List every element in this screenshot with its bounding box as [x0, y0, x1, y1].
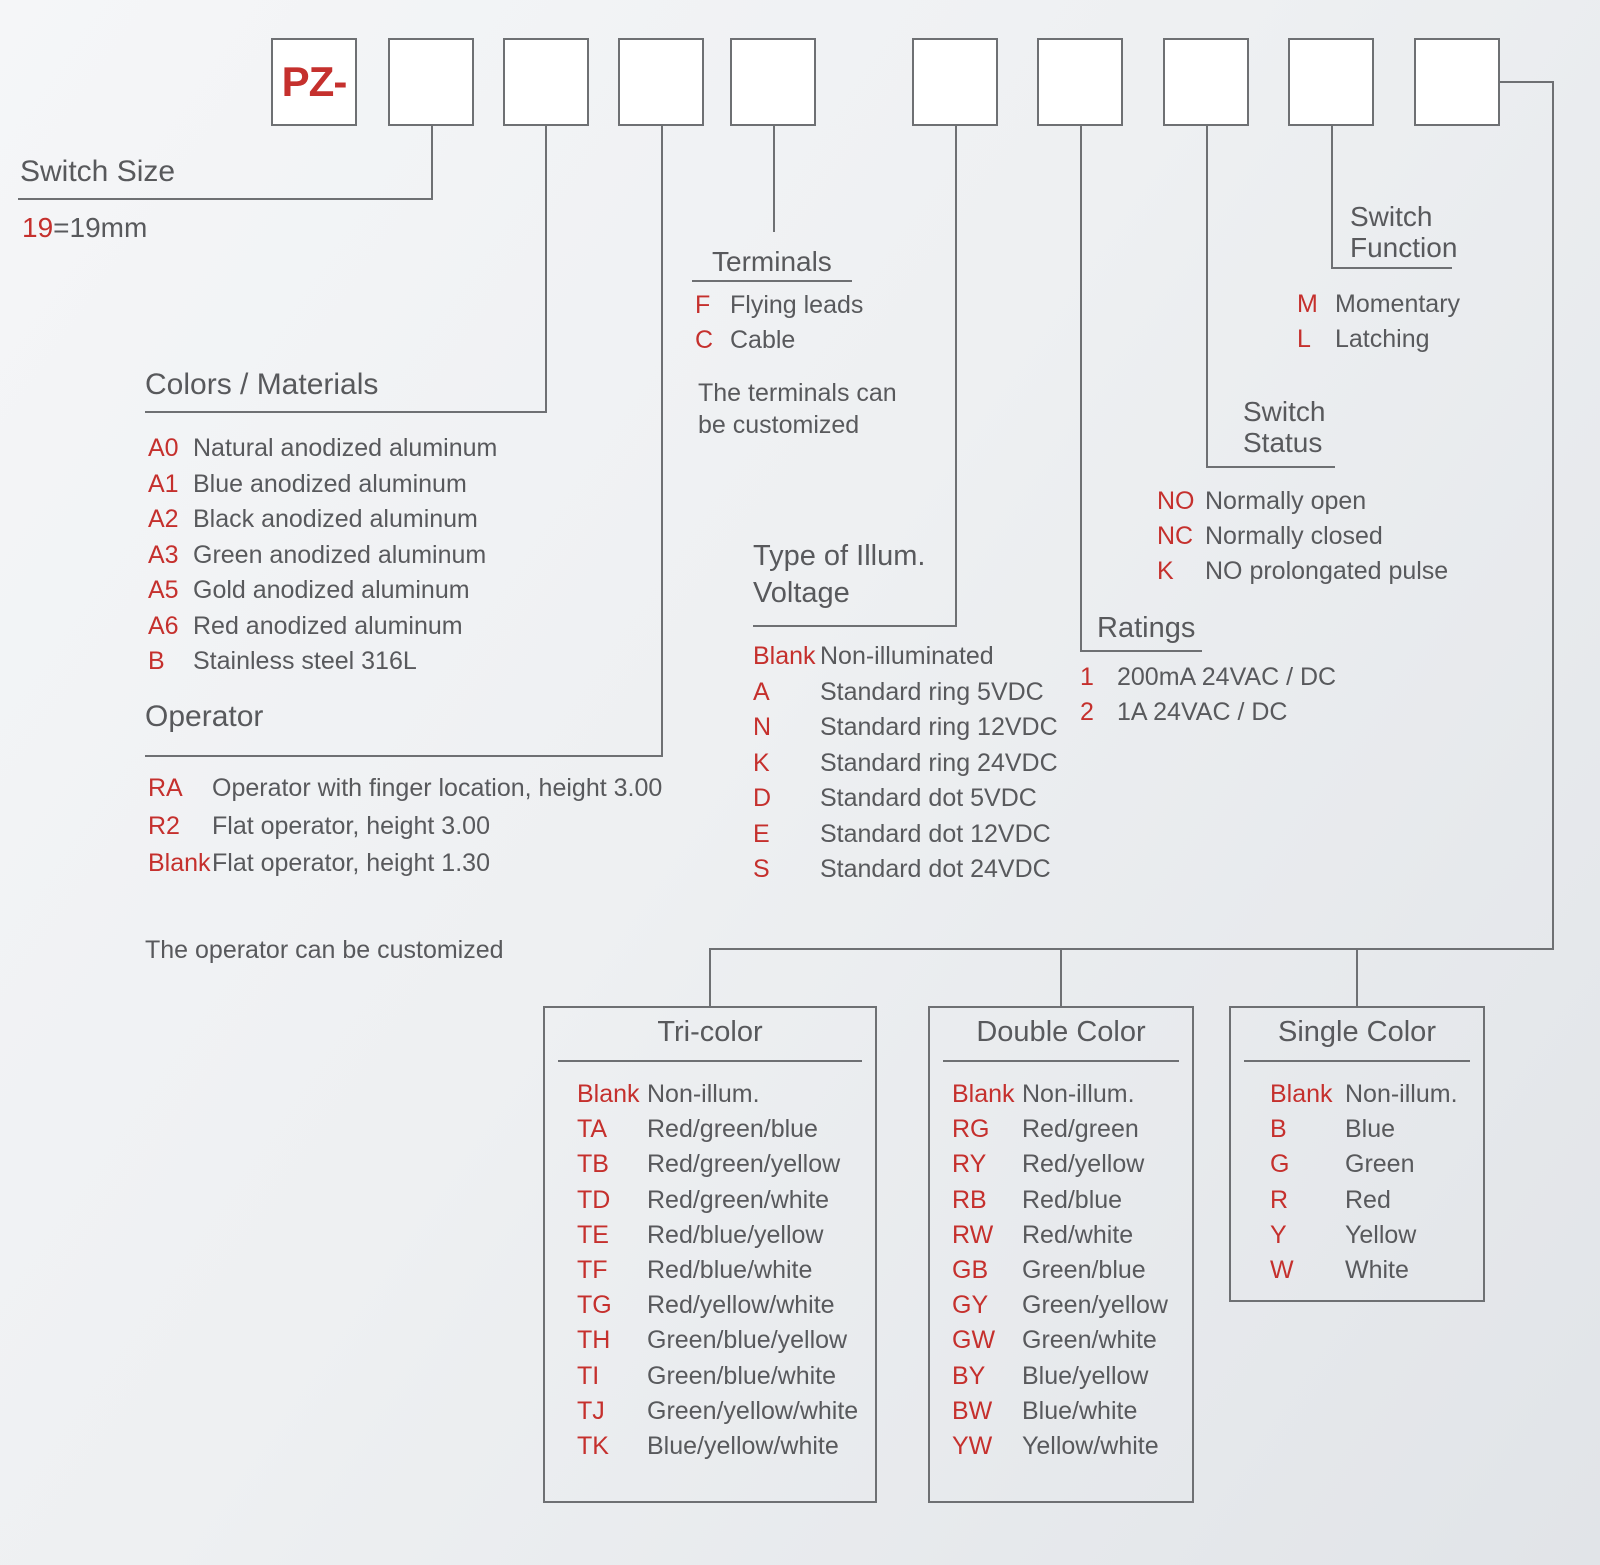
option-code: 2: [1080, 698, 1094, 726]
underline-illumination-voltage: [753, 625, 957, 627]
option-code: A6: [148, 611, 179, 640]
terminals-note: The terminals can be customized: [698, 379, 897, 439]
option-label: Yellow: [1345, 1220, 1417, 1249]
option-label: Green/white: [1022, 1326, 1157, 1355]
option-row: [1231, 1077, 1458, 1112]
option-label: Red/green/blue: [647, 1115, 818, 1144]
option-label: Yellow/white: [1022, 1431, 1159, 1460]
option-row: [1157, 484, 1448, 519]
connector-switch-status: [1206, 126, 1208, 468]
option-label: Cable: [730, 326, 796, 354]
connector-illumination-voltage: [955, 126, 957, 627]
option-code: BY: [952, 1361, 986, 1390]
underline-operator: [145, 755, 663, 757]
option-row: [148, 538, 497, 574]
connector-colors-materials: [545, 126, 547, 413]
option-label: Red/blue/yellow: [647, 1220, 824, 1249]
illumination-voltage-heading-line1: Type of Illum.: [753, 540, 926, 572]
option-label: Red/blue/white: [647, 1256, 813, 1285]
option-label: Normally closed: [1205, 522, 1383, 550]
option-row: [695, 288, 863, 323]
option-label: Standard ring 12VDC: [820, 713, 1058, 742]
option-code: TF: [577, 1256, 608, 1285]
double-color-table: [928, 1006, 1194, 1503]
option-row: [1231, 1147, 1458, 1182]
option-code: TJ: [577, 1396, 605, 1425]
option-label: Flat operator, height 3.00: [212, 811, 490, 840]
connector-color-distribution: [710, 948, 1554, 950]
option-code: TD: [577, 1185, 611, 1214]
option-code: L: [1297, 325, 1311, 353]
option-row: [545, 1218, 858, 1253]
option-code: A1: [148, 469, 179, 498]
connector-switch-function: [1331, 126, 1333, 269]
option-label: Red: [1345, 1185, 1391, 1214]
option-row: [545, 1077, 858, 1112]
option-label: Red/white: [1022, 1220, 1134, 1249]
connector-drop-tri-color: [709, 948, 711, 1006]
connector-drop-single-color: [1356, 948, 1358, 1006]
option-label: Non-illuminated: [820, 642, 994, 671]
option-label: Stainless steel 316L: [193, 647, 417, 676]
option-code: TH: [577, 1326, 611, 1355]
option-row: [1080, 660, 1336, 695]
option-row: [930, 1288, 1168, 1323]
option-code: N: [753, 713, 772, 742]
option-code: Blank: [577, 1080, 640, 1109]
option-row: [930, 1112, 1168, 1147]
option-code: D: [753, 784, 772, 813]
terminals-list: [695, 288, 863, 358]
switch-status-heading-line1: Switch: [1243, 396, 1326, 427]
option-row: [930, 1218, 1168, 1253]
illumination-voltage-list: [753, 639, 1058, 888]
option-row: [695, 323, 863, 358]
option-row: [148, 502, 497, 538]
connector-switch-size: [431, 126, 433, 200]
option-row: [545, 1429, 858, 1464]
option-label: Red/yellow: [1022, 1150, 1145, 1179]
terminals-heading: Terminals: [712, 246, 832, 277]
option-label: Standard dot 5VDC: [820, 784, 1037, 813]
option-code: BW: [952, 1396, 993, 1425]
option-code: Blank: [753, 642, 816, 671]
code-box-terminals: [730, 38, 816, 126]
option-code: Y: [1270, 1220, 1287, 1249]
option-row: [1297, 287, 1460, 322]
option-row: [753, 852, 1058, 888]
option-label: Blue: [1345, 1115, 1396, 1144]
option-code: RW: [952, 1220, 994, 1249]
underline-switch-size: [18, 198, 433, 200]
code-box-switch-function: [1288, 38, 1374, 126]
double-color-list: [930, 1077, 1168, 1464]
option-code: Blank: [148, 849, 211, 878]
double-color-underline: [943, 1060, 1179, 1062]
option-code: A2: [148, 505, 179, 534]
switch-status-heading: [1243, 396, 1325, 458]
option-label: Gold anodized aluminum: [193, 576, 470, 605]
option-label: Normally open: [1205, 487, 1367, 515]
option-code: B: [148, 647, 165, 676]
option-code: W: [1270, 1256, 1294, 1285]
option-row: [753, 817, 1058, 853]
option-row: [753, 710, 1058, 746]
option-row: [148, 644, 497, 680]
single-color-list: [1231, 1077, 1458, 1288]
code-box-switch-size: [388, 38, 474, 126]
option-row: [930, 1323, 1168, 1358]
switch-status-list: [1157, 484, 1448, 589]
option-label: Green/blue/yellow: [647, 1326, 848, 1355]
option-label: Green/yellow/white: [647, 1396, 859, 1425]
option-code: M: [1297, 290, 1318, 318]
switch-function-heading: [1350, 201, 1457, 263]
option-row: [1157, 554, 1448, 589]
option-code: NO: [1157, 487, 1195, 515]
option-label: Red/green/white: [647, 1185, 830, 1214]
underline-ratings: [1080, 650, 1202, 652]
option-code: TB: [577, 1150, 609, 1179]
code-box-colors-materials: [503, 38, 589, 126]
option-code: Blank: [1270, 1080, 1333, 1109]
option-row: [148, 573, 497, 609]
option-row: [753, 746, 1058, 782]
option-label: Red/blue: [1022, 1185, 1123, 1214]
connector-terminals: [773, 126, 775, 232]
option-row: [148, 467, 497, 503]
option-code: A0: [148, 434, 179, 463]
option-row: [148, 431, 497, 467]
option-code: R: [1270, 1185, 1289, 1214]
colors-materials-list: [148, 431, 497, 680]
option-row: [545, 1323, 858, 1358]
option-row: [753, 781, 1058, 817]
option-label: Momentary: [1335, 290, 1461, 318]
option-label: Blue/yellow/white: [647, 1431, 839, 1460]
switch-size-value: [22, 212, 147, 244]
option-row: [753, 675, 1058, 711]
connector-color-right: [1552, 81, 1554, 950]
operator-heading: Operator: [145, 700, 264, 733]
option-code: GY: [952, 1291, 989, 1320]
underline-terminals: [692, 280, 852, 282]
connector-ratings: [1080, 126, 1082, 652]
option-label: Green/blue/white: [647, 1361, 837, 1390]
double-color-heading: Double Color: [976, 1016, 1146, 1048]
option-row: [1231, 1253, 1458, 1288]
option-row: [930, 1183, 1168, 1218]
option-code: R2: [148, 811, 180, 840]
option-code: B: [1270, 1115, 1287, 1144]
option-row: [545, 1112, 858, 1147]
switch-status-heading-line2: Status: [1243, 427, 1323, 458]
option-label: White: [1345, 1256, 1409, 1285]
option-row: [930, 1359, 1168, 1394]
option-label: Natural anodized aluminum: [193, 434, 498, 463]
connector-drop-double-color: [1060, 948, 1062, 1006]
option-code: G: [1270, 1150, 1290, 1179]
underline-colors-materials: [145, 411, 547, 413]
option-code: RG: [952, 1115, 990, 1144]
option-row: [1157, 519, 1448, 554]
tri-color-underline: [558, 1060, 862, 1062]
ratings-list: [1080, 660, 1336, 730]
option-label: Standard dot 24VDC: [820, 855, 1051, 884]
option-code: YW: [952, 1431, 993, 1460]
connector-operator: [661, 126, 663, 757]
connector-color-exit: [1500, 81, 1554, 83]
tri-color-table: [543, 1006, 877, 1503]
option-row: [545, 1359, 858, 1394]
option-row: [1231, 1112, 1458, 1147]
option-label: Standard dot 12VDC: [820, 819, 1051, 848]
code-box-ratings: [1037, 38, 1123, 126]
operator-note: The operator can be customized: [145, 936, 504, 964]
option-row: [545, 1147, 858, 1182]
option-label: Non-illum.: [647, 1080, 760, 1109]
ratings-heading: Ratings: [1097, 612, 1196, 644]
option-row: [545, 1253, 858, 1288]
option-row: [148, 609, 497, 645]
option-code: E: [753, 819, 770, 848]
option-code: RA: [148, 774, 183, 803]
option-code: K: [753, 748, 770, 777]
option-label: Green anodized aluminum: [193, 540, 487, 569]
option-row: [930, 1394, 1168, 1429]
option-row: [930, 1077, 1168, 1112]
single-color-heading: Single Color: [1278, 1016, 1436, 1048]
option-code: TA: [577, 1115, 608, 1144]
option-label: 200mA 24VAC / DC: [1117, 663, 1337, 691]
option-label: Red/yellow/white: [647, 1291, 835, 1320]
option-code: A: [753, 677, 770, 706]
option-code: 1: [1080, 663, 1094, 691]
option-row: [545, 1394, 858, 1429]
option-label: Black anodized aluminum: [193, 505, 478, 534]
option-code: A5: [148, 576, 179, 605]
option-code: C: [695, 326, 714, 354]
tri-color-list: [545, 1077, 858, 1464]
code-box-illumination-color: [1414, 38, 1500, 126]
switch-function-heading-line1: Switch: [1350, 201, 1433, 232]
option-label: Green: [1345, 1150, 1415, 1179]
option-label: Blue anodized aluminum: [193, 469, 467, 498]
switch-size-heading: Switch Size: [20, 155, 176, 188]
option-label: Red anodized aluminum: [193, 611, 463, 640]
prefix-label: PZ-: [281, 58, 347, 105]
underline-switch-status: [1206, 466, 1335, 468]
option-code: K: [1157, 557, 1174, 585]
code-box-switch-status: [1163, 38, 1249, 126]
switch-function-heading-line2: Function: [1350, 232, 1458, 263]
option-code: TG: [577, 1291, 612, 1320]
option-label: Blue/white: [1022, 1396, 1138, 1425]
option-label: Non-illum.: [1345, 1080, 1458, 1109]
option-row: [930, 1147, 1168, 1182]
code-box-illumination-voltage: [912, 38, 998, 126]
option-label: Green/yellow: [1022, 1291, 1168, 1320]
option-label: Non-illum.: [1022, 1080, 1135, 1109]
option-label: Operator with finger location, height 3.00: [212, 774, 663, 803]
switch-size-code: 19: [22, 212, 54, 243]
option-row: [930, 1253, 1168, 1288]
option-row: [1080, 695, 1336, 730]
option-code: GB: [952, 1256, 989, 1285]
colors-materials-heading: Colors / Materials: [145, 368, 379, 401]
option-row: [148, 770, 662, 808]
prefix-box: [271, 38, 357, 126]
option-label: Standard ring 24VDC: [820, 748, 1058, 777]
option-row: [1231, 1183, 1458, 1218]
option-row: [148, 845, 662, 883]
option-row: [1297, 322, 1460, 357]
option-code: NC: [1157, 522, 1194, 550]
option-code: TK: [577, 1431, 609, 1460]
option-label: Latching: [1335, 325, 1430, 353]
switch-function-list: [1297, 287, 1460, 357]
option-code: Blank: [952, 1080, 1015, 1109]
option-code: TE: [577, 1220, 609, 1249]
option-code: GW: [952, 1326, 996, 1355]
option-label: Standard ring 5VDC: [820, 677, 1044, 706]
operator-list: [148, 770, 662, 883]
option-label: 1A 24VAC / DC: [1117, 698, 1288, 726]
illumination-voltage-heading: [753, 538, 925, 612]
switch-size-label: =19mm: [53, 212, 148, 243]
tri-color-heading: Tri-color: [657, 1016, 763, 1048]
option-label: Red/green/yellow: [647, 1150, 841, 1179]
option-row: [545, 1288, 858, 1323]
option-code: S: [753, 855, 770, 884]
single-color-underline: [1244, 1060, 1470, 1062]
option-row: [1231, 1218, 1458, 1253]
option-row: [545, 1183, 858, 1218]
option-label: Red/green: [1022, 1115, 1139, 1144]
option-label: Blue/yellow: [1022, 1361, 1149, 1390]
option-label: Flying leads: [730, 291, 864, 319]
single-color-table: [1229, 1006, 1485, 1302]
option-code: A3: [148, 540, 179, 569]
option-label: NO prolongated pulse: [1205, 557, 1449, 585]
option-code: RY: [952, 1150, 987, 1179]
option-row: [930, 1429, 1168, 1464]
option-row: [753, 639, 1058, 675]
option-label: Green/blue: [1022, 1256, 1146, 1285]
option-code: TI: [577, 1361, 600, 1390]
underline-switch-function: [1331, 267, 1452, 269]
illumination-voltage-heading-line2: Voltage: [753, 577, 850, 609]
option-label: Flat operator, height 1.30: [212, 849, 490, 878]
option-code: RB: [952, 1185, 987, 1214]
option-code: F: [695, 291, 711, 319]
code-box-operator: [618, 38, 704, 126]
option-row: [148, 808, 662, 846]
